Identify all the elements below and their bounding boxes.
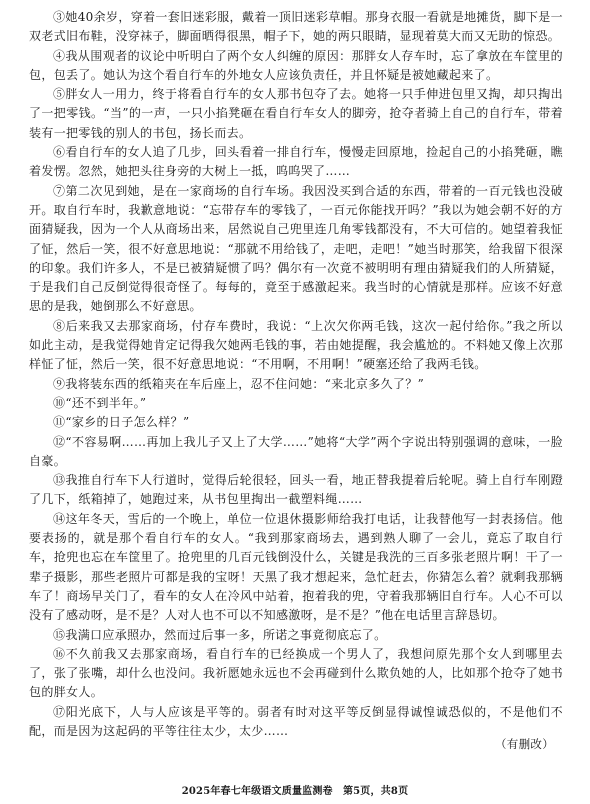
paragraph-13: ⑬我推自行车下人行道时，觉得后轮很轻，回头一看，地正替我提着后轮呢。骑上自行车刚蹬了几下，纸箱掉了，她跑过来，从书包里掏出一截塑料绳…… (29, 473, 563, 507)
paragraph-7: ⑦第二次见到她，是在一家商场的自行车场。我因没买到合适的东西，带着的一百元钱也没破开。取自行车时，我歉意地说：“忘带存车的零钱了，一百元你能找开吗？”我以为她会朝不好的方面猜疑我，因为一个人从商场出来，居然说自己兜里连几角零钱都没有，不大可信的。她望着我怔了怔，然后一笑，很不好意思地说：“那就不用给钱了，走吧，走吧！”她当时那笑，给我留下很深的印象。我们许多人，不是已被猜疑惯了吗？偶尔有一次竟不被明明有理由猜疑我们的人所猜疑，于是我们自己反倒觉得很奇怪了。每每的，竟至于感激起来。我当时的心情就是那样。应该不好意思的是我，她倒那么不好意思。 (29, 183, 563, 314)
paragraph-3: ③她40余岁，穿着一套旧迷彩服，戴着一顶旧迷彩草帽。那身衣服一看就是地摊货，脚下是一双老式旧布鞋，没穿袜子，脚面晒得很黑，帽子下，她的两只眼睛，显现着莫大而又无助的惊恐。 (29, 10, 563, 44)
page-footer: 2025年春七年级语文质量监测卷 第5页，共8页 (181, 786, 409, 797)
paragraph-8: ⑧后来我又去那家商场，付存车费时，我说：“上次欠你两毛钱，这次一起付给你。”我之所以如此主动，是我觉得她肯定记得我欠她两毛钱的事，若由她提醒，我会尴尬的。不料她又像上次那样怔了怔，然后一笑，很不好意思地说：“不用啊，不用啊！”硬塞还给了我两毛钱。 (29, 318, 563, 372)
paragraph-4: ④我从围观者的议论中听明白了两个女人纠缠的原因：那胖女人存车时，忘了拿放在车筐里的包，包丢了。她认为这个看自行车的外地女人应该负责任，并且怀疑是被她藏起来了。 (29, 48, 563, 82)
article-body (29, 8, 563, 741)
paragraph-12: ⑫“不容易啊……再加上我儿子又上了大学……”她将“大学”两个字说出特别强调的意味，一脸自豪。 (29, 434, 563, 468)
paragraph-17: ⑰阳光底下，人与人应该是平等的。弱者有时对这平等反倒显得诚惶诚恐似的，不是他们不配，而是因为这起码的平等往往太少，太少…… (29, 704, 563, 738)
source-note: （有删改） (495, 737, 554, 751)
paragraph-16: ⑯不久前我又去那家商场，看自行车的已经换成一个男人了，我想问原先那个女人到哪里去了，张了张嘴，却什么也没问。我祈愿她永远也不会再碰到什么欺负她的人，比如那个抢夺了她书包的胖女人。 (29, 646, 563, 700)
paragraph-11: ⑪“家乡的日子怎么样？” (53, 415, 190, 430)
paragraph-14: ⑭这年冬天，雪后的一个晚上，单位一位退休摄影师给我打电话，让我替他写一封表扬信。他要表扬的，就是那个看自行车的女人。“我到那家商场去，遇到熟人聊了一会儿，竟忘了取自行车，抢兜也忘在车筐里了。抢兜里的几百元钱倒没什么，关键是我洗的三百多张老照片啊！干了一辈子摄影，那些老照片可都是我的宝呀！天黑了我才想起来，急忙赶去，你猜怎么着？就剩我那辆车了！商场早关门了，看车的女人在冷风中站着，抱着我的兜，守着我那辆旧自行车。人心不可以没有了感动呀，是不是？人对人也不可以不知感激呀，是不是？”他在电话里言辞恳切。 (29, 511, 563, 623)
paragraph-6: ⑥看自行车的女人追了几步，回头看着一排自行车，慢慢走回原地，捡起自己的小掐凳砸，瞧着发愣。忽然，她把头往身旁的大树上一抵，呜呜哭了…… (29, 145, 563, 179)
paragraph-10: ⑩“还不到半年。” (53, 395, 147, 410)
paragraph-9: ⑨我将装东西的纸箱夹在车后座上，忍不住问她：“来北京多久了？” (53, 376, 425, 391)
paragraph-5: ⑤胖女人一用力，终于将看自行车的女人那书包夺了去。她将一只手伸进包里又掏，却只掏出了一把零钱。“当”的一声，一只小掐凳砸在看自行车女人的脚旁，抢夺者骑上自己的自行车，带着装有一把零钱的别人的书包，扬长而去。 (29, 87, 563, 140)
paragraph-15: ⑮我满口应承照办，然而过后事一多，所诺之事竟彻底忘了。 (53, 627, 387, 642)
